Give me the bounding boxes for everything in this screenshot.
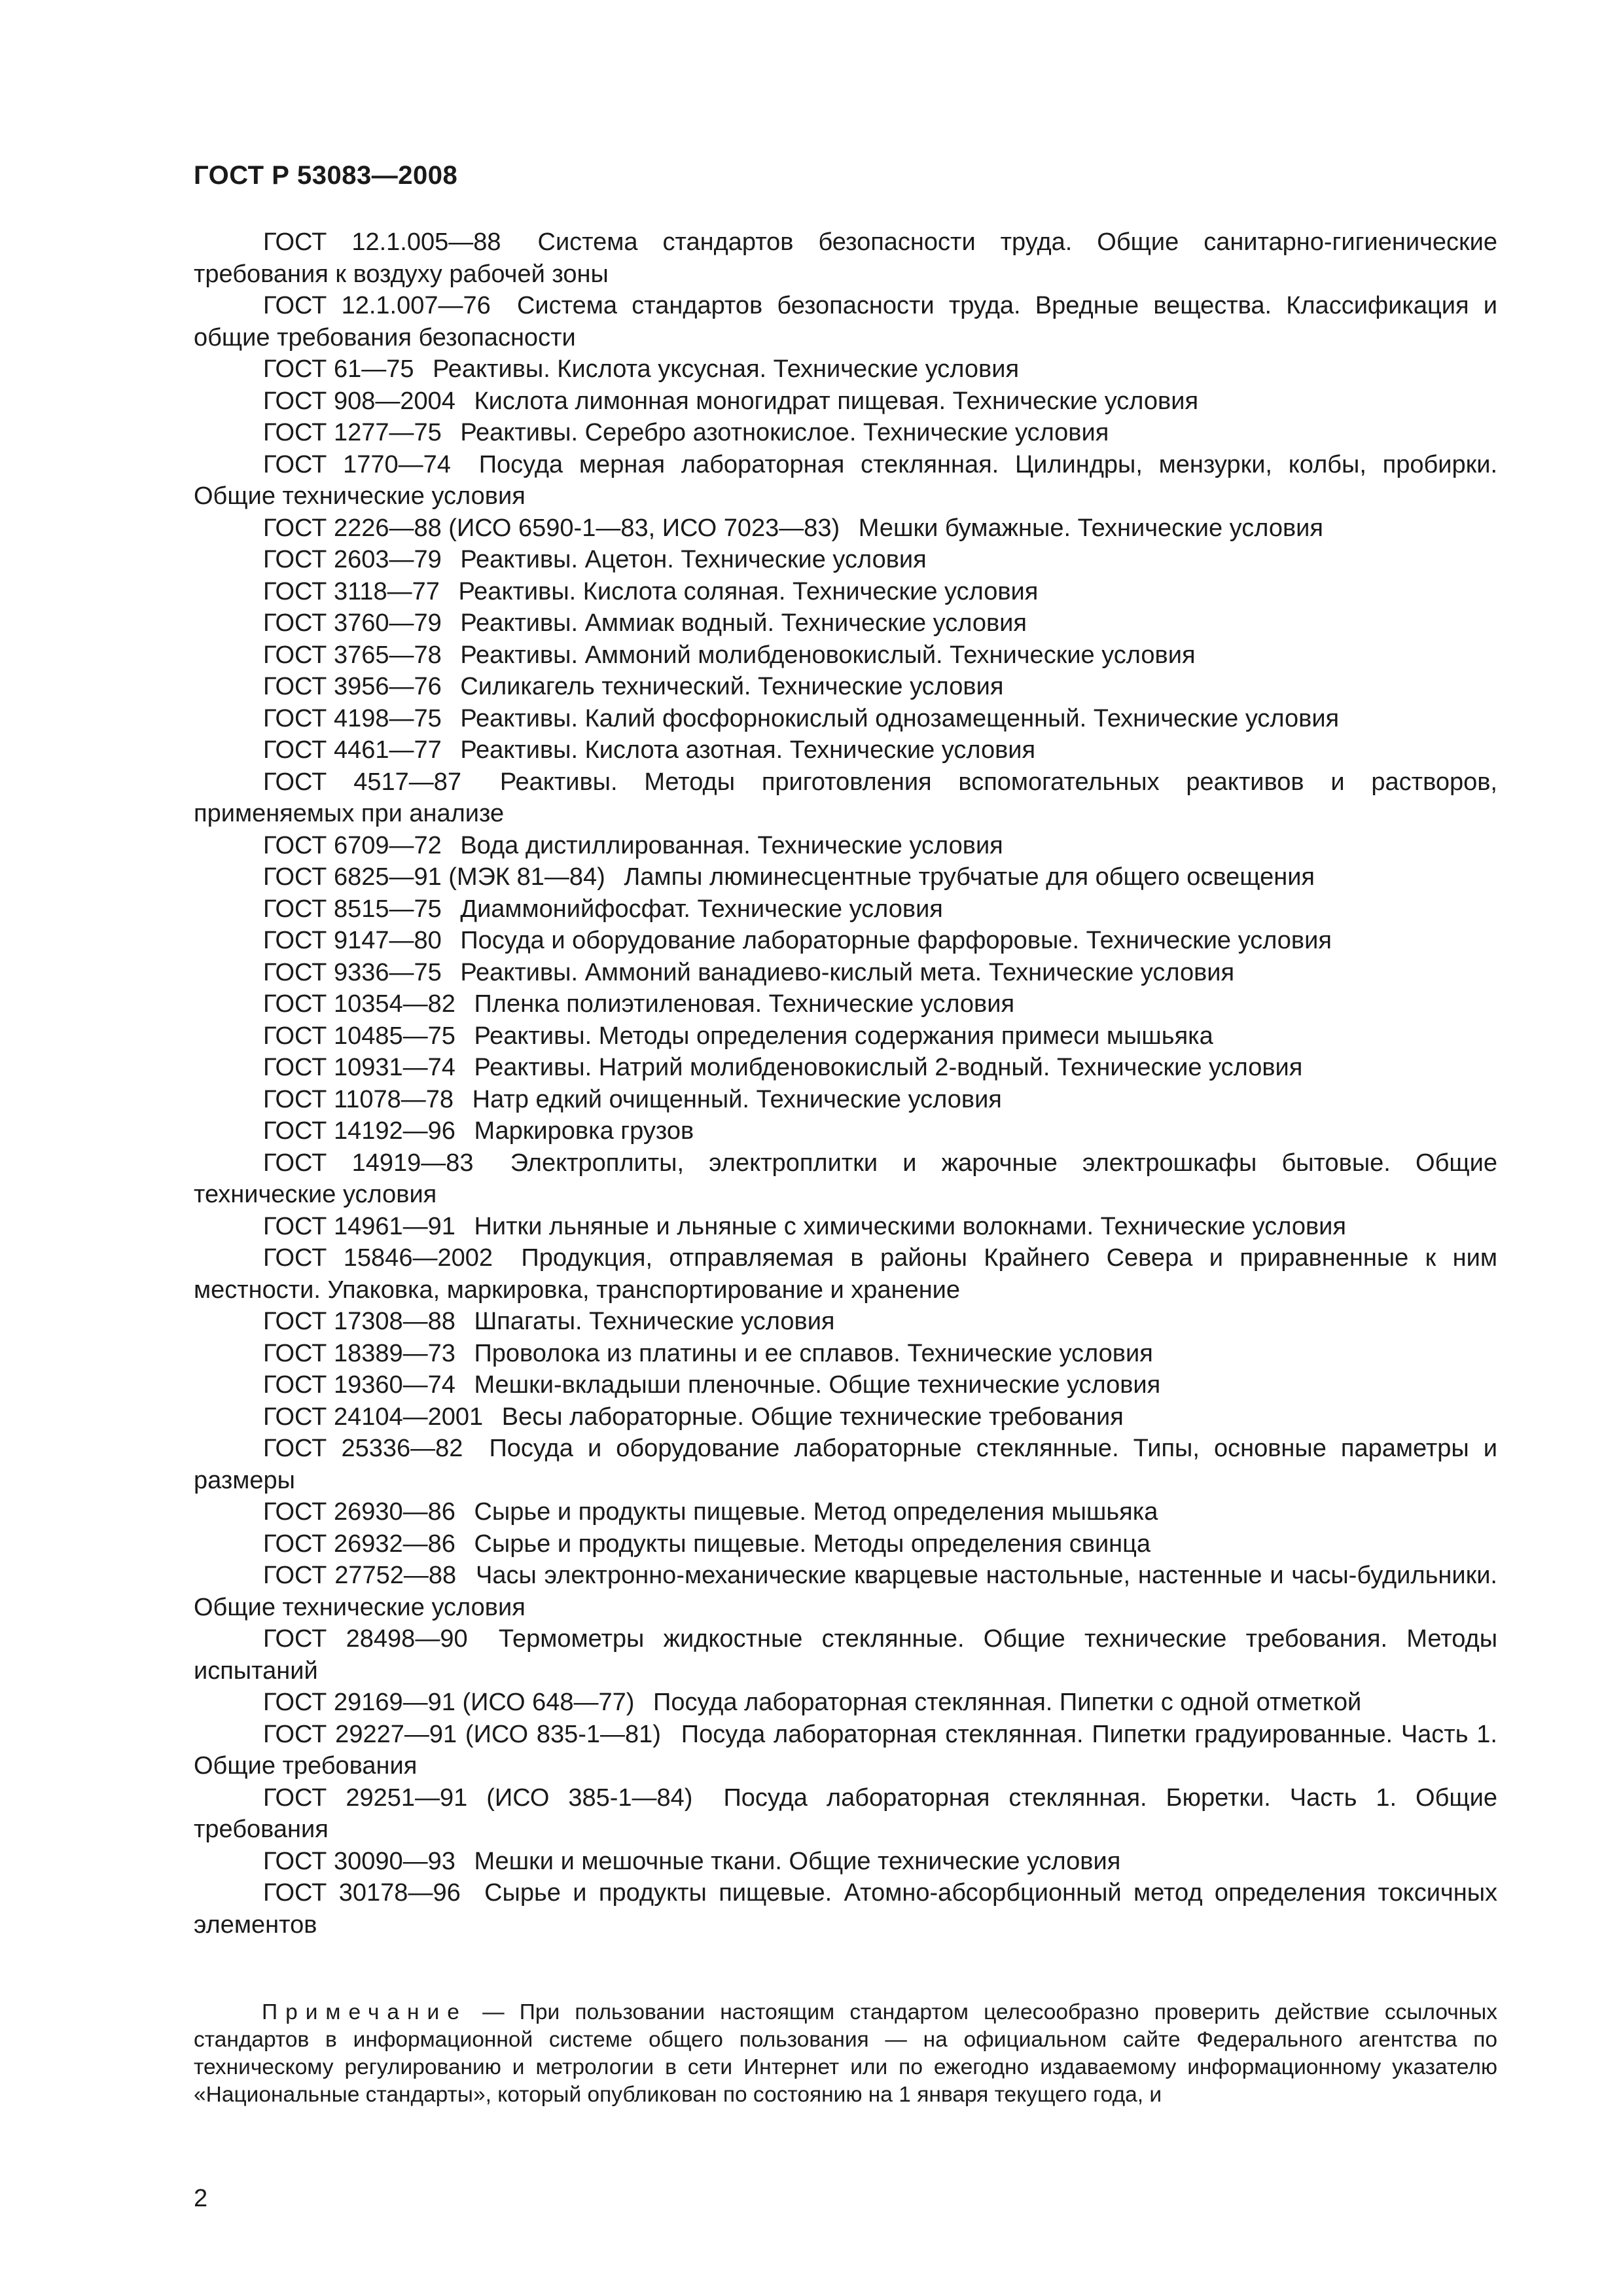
reference-code: ГОСТ 10931—74 — [263, 1054, 455, 1081]
reference-title: Система стандартов безопасности труда. Общие санитарно-гигиенические требования к воздуху рабочей зоны — [194, 228, 1497, 288]
reference-title: Натр едкий очищенный. Технические условия — [472, 1085, 1002, 1113]
reference-code: ГОСТ 1277—75 — [263, 419, 442, 446]
reference-item — [194, 1846, 1497, 1878]
reference-item — [194, 1084, 1497, 1116]
reference-item — [194, 1782, 1497, 1846]
reference-title: Нитки льняные и льняные с химическими волокнами. Технические условия — [474, 1212, 1346, 1240]
reference-code: ГОСТ 29169—91 (ИСО 648—77) — [263, 1689, 635, 1716]
reference-title: Посуда и оборудование лабораторные фарфоровые. Технические условия — [460, 927, 1332, 954]
reference-title: Мешки бумажные. Технические условия — [858, 514, 1323, 542]
reference-item — [194, 1115, 1497, 1147]
reference-item — [194, 861, 1497, 893]
reference-title: Посуда лабораторная стеклянная. Пипетки с одной отметкой — [653, 1689, 1362, 1716]
reference-code: ГОСТ 26930—86 — [263, 1498, 455, 1526]
reference-code: ГОСТ 4517—87 — [263, 768, 462, 796]
reference-title: Диаммонийфосфат. Технические условия — [460, 895, 943, 923]
reference-code: ГОСТ 3765—78 — [263, 641, 442, 669]
reference-title: Маркировка грузов — [474, 1117, 694, 1145]
reference-title: Система стандартов безопасности труда. Вредные вещества. Классификация и общие требования безопасности — [194, 292, 1497, 351]
reference-code: ГОСТ 14192—96 — [263, 1117, 455, 1145]
reference-code: ГОСТ 8515—75 — [263, 895, 442, 923]
reference-code: ГОСТ 61—75 — [263, 355, 414, 383]
reference-code: ГОСТ 9336—75 — [263, 958, 442, 986]
normative-references-list — [194, 226, 1497, 1941]
reference-item — [194, 290, 1497, 353]
reference-item — [194, 386, 1497, 418]
reference-title: Реактивы. Методы определения содержания примеси мышьяка — [474, 1022, 1213, 1050]
reference-title: Вода дистиллированная. Технические условия — [460, 831, 1003, 859]
reference-code: ГОСТ 30178—96 — [263, 1879, 461, 1907]
reference-item — [194, 1147, 1497, 1211]
reference-title: Шпагаты. Технические условия — [474, 1308, 835, 1335]
reference-code: ГОСТ 4461—77 — [263, 736, 442, 764]
reference-item — [194, 1020, 1497, 1052]
reference-item — [194, 703, 1497, 735]
reference-item — [194, 512, 1497, 545]
page-number: 2 — [194, 2185, 208, 2212]
reference-item — [194, 353, 1497, 386]
reference-title: Реактивы. Калий фосфорнокислый однозамещенный. Технические условия — [460, 704, 1340, 732]
reference-item — [194, 417, 1497, 449]
reference-item — [194, 1211, 1497, 1243]
note-label: Примечание — [262, 2000, 467, 2024]
reference-title: Кислота лимонная моногидрат пищевая. Технические условия — [474, 387, 1199, 415]
reference-code: ГОСТ 12.1.005—88 — [263, 228, 501, 256]
reference-title: Продукция, отправляемая в районы Крайнего Севера и приравненные к ним местности. Упаковка, маркировка, транспортирование и хранение — [194, 1244, 1498, 1304]
reference-title: Реактивы. Кислота азотная. Технические условия — [460, 736, 1036, 764]
reference-item — [194, 988, 1497, 1020]
reference-title: Посуда и оборудование лабораторные стеклянные. Типы, основные параметры и размеры — [194, 1435, 1497, 1494]
reference-item — [194, 226, 1497, 290]
reference-code: ГОСТ 3956—76 — [263, 673, 442, 700]
reference-title: Проволока из платины и ее сплавов. Технические условия — [474, 1339, 1153, 1367]
reference-title: Реактивы. Натрий молибденовокислый 2-водный. Технические условия — [474, 1054, 1303, 1081]
reference-code: ГОСТ 6709—72 — [263, 831, 442, 859]
reference-item — [194, 1306, 1497, 1338]
reference-item — [194, 1433, 1497, 1496]
reference-title: Силикагель технический. Технические условия — [460, 673, 1004, 700]
reference-code: ГОСТ 30090—93 — [263, 1847, 455, 1875]
reference-title: Сырье и продукты пищевые. Методы определения свинца — [474, 1530, 1151, 1558]
reference-code: ГОСТ 28498—90 — [263, 1625, 468, 1653]
reference-code: ГОСТ 24104—2001 — [263, 1403, 484, 1431]
reference-title: Посуда лабораторная стеклянная. Пипетки градуированные. Часть 1. Общие требования — [194, 1720, 1497, 1780]
reference-item — [194, 1560, 1497, 1623]
reference-code: ГОСТ 19360—74 — [263, 1371, 455, 1399]
reference-item — [194, 1528, 1497, 1560]
reference-code: ГОСТ 2226—88 (ИСО 6590-1—83, ИСО 7023—83) — [263, 514, 840, 542]
reference-code: ГОСТ 29251—91 (ИСО 385-1—84) — [263, 1784, 693, 1812]
reference-item — [194, 1369, 1497, 1401]
reference-item — [194, 925, 1497, 957]
reference-code: ГОСТ 18389—73 — [263, 1339, 455, 1367]
reference-code: ГОСТ 3760—79 — [263, 609, 442, 637]
reference-code: ГОСТ 12.1.007—76 — [263, 292, 491, 319]
reference-title: Часы электронно-механические кварцевые настольные, настенные и часы-будильники. Общие технические условия — [194, 1562, 1497, 1621]
reference-code: ГОСТ 15846—2002 — [263, 1244, 493, 1272]
reference-title: Пленка полиэтиленовая. Технические условия — [474, 990, 1015, 1018]
reference-code: ГОСТ 10354—82 — [263, 990, 455, 1018]
reference-title: Реактивы. Методы приготовления вспомогательных реактивов и растворов, применяемых при анализе — [194, 768, 1497, 827]
reference-code: ГОСТ 14919—83 — [263, 1149, 474, 1177]
reference-title: Реактивы. Серебро азотнокислое. Технические условия — [460, 419, 1109, 446]
reference-title: Реактивы. Аммиак водный. Технические условия — [460, 609, 1027, 637]
reference-item — [194, 607, 1497, 639]
reference-code: ГОСТ 11078—78 — [263, 1085, 454, 1113]
reference-title: Посуда лабораторная стеклянная. Бюретки. Часть 1. Общие требования — [194, 1784, 1497, 1843]
reference-title: Реактивы. Ацетон. Технические условия — [460, 546, 927, 573]
note-paragraph — [194, 1999, 1497, 2109]
reference-title: Весы лабораторные. Общие технические требования — [501, 1403, 1124, 1431]
reference-item — [194, 1719, 1497, 1782]
reference-item — [194, 1242, 1497, 1306]
reference-item — [194, 1687, 1497, 1719]
reference-title: Лампы люминесцентные трубчатые для общего освещения — [624, 863, 1315, 891]
reference-title: Реактивы. Кислота уксусная. Технические условия — [433, 355, 1020, 383]
reference-item — [194, 1052, 1497, 1084]
reference-title: Реактивы. Аммоний ванадиево-кислый мета. Технические условия — [460, 958, 1235, 986]
reference-item — [194, 1496, 1497, 1528]
reference-code: ГОСТ 3118—77 — [263, 577, 440, 605]
reference-code: ГОСТ 10485—75 — [263, 1022, 455, 1050]
reference-title: Мешки-вкладыши пленочные. Общие технические условия — [474, 1371, 1161, 1399]
reference-title: Электроплиты, электроплитки и жарочные электрошкафы бытовые. Общие технические условия — [194, 1149, 1497, 1208]
reference-title: Посуда мерная лабораторная стеклянная. Цилиндры, мензурки, колбы, пробирки. Общие технические условия — [194, 450, 1497, 510]
reference-code: ГОСТ 2603—79 — [263, 546, 442, 573]
reference-code: ГОСТ 27752—88 — [263, 1562, 457, 1589]
reference-code: ГОСТ 14961—91 — [263, 1212, 455, 1240]
document-header: ГОСТ Р 53083—2008 — [194, 161, 458, 190]
reference-code: ГОСТ 25336—82 — [263, 1435, 463, 1462]
reference-item — [194, 639, 1497, 672]
reference-code: ГОСТ 1770—74 — [263, 450, 451, 478]
reference-code: ГОСТ 26932—86 — [263, 1530, 455, 1558]
reference-item — [194, 957, 1497, 989]
reference-code: ГОСТ 17308—88 — [263, 1308, 455, 1335]
reference-item — [194, 1338, 1497, 1370]
reference-code: ГОСТ 9147—80 — [263, 927, 442, 954]
reference-code: ГОСТ 29227—91 (ИСО 835-1—81) — [263, 1720, 661, 1748]
reference-item — [194, 893, 1497, 925]
reference-item — [194, 449, 1497, 512]
reference-item — [194, 1623, 1497, 1687]
reference-item — [194, 830, 1497, 862]
reference-title: Сырье и продукты пищевые. Метод определения мышьяка — [474, 1498, 1158, 1526]
reference-item — [194, 766, 1497, 830]
reference-item — [194, 1401, 1497, 1433]
reference-title: Реактивы. Аммоний молибденовокислый. Технические условия — [460, 641, 1196, 669]
reference-title: Мешки и мешочные ткани. Общие технические условия — [474, 1847, 1121, 1875]
reference-title: Реактивы. Кислота соляная. Технические условия — [458, 577, 1039, 605]
reference-item — [194, 1877, 1497, 1941]
reference-item — [194, 734, 1497, 766]
reference-item — [194, 671, 1497, 703]
reference-title: Сырье и продукты пищевые. Атомно-абсорбционный метод определения токсичных элементов — [194, 1879, 1498, 1939]
reference-code: ГОСТ 4198—75 — [263, 704, 442, 732]
note-text: — При пользовании настоящим стандартом целесообразно проверить действие ссылочных стандартов в информационной системе общего пользования — на официальном сайте Федерального агентства по техническому регулированию и метрологии в сети Интернет или по ежегодно издаваемому информационному указателю «Национальные стандарты», который опубликован по состоянию на 1 января текущего года, и — [194, 2000, 1497, 2107]
reference-code: ГОСТ 6825—91 (МЭК 81—84) — [263, 863, 605, 891]
reference-item — [194, 544, 1497, 576]
reference-code: ГОСТ 908—2004 — [263, 387, 455, 415]
reference-item — [194, 576, 1497, 608]
reference-title: Термометры жидкостные стеклянные. Общие технические требования. Методы испытаний — [194, 1625, 1498, 1685]
